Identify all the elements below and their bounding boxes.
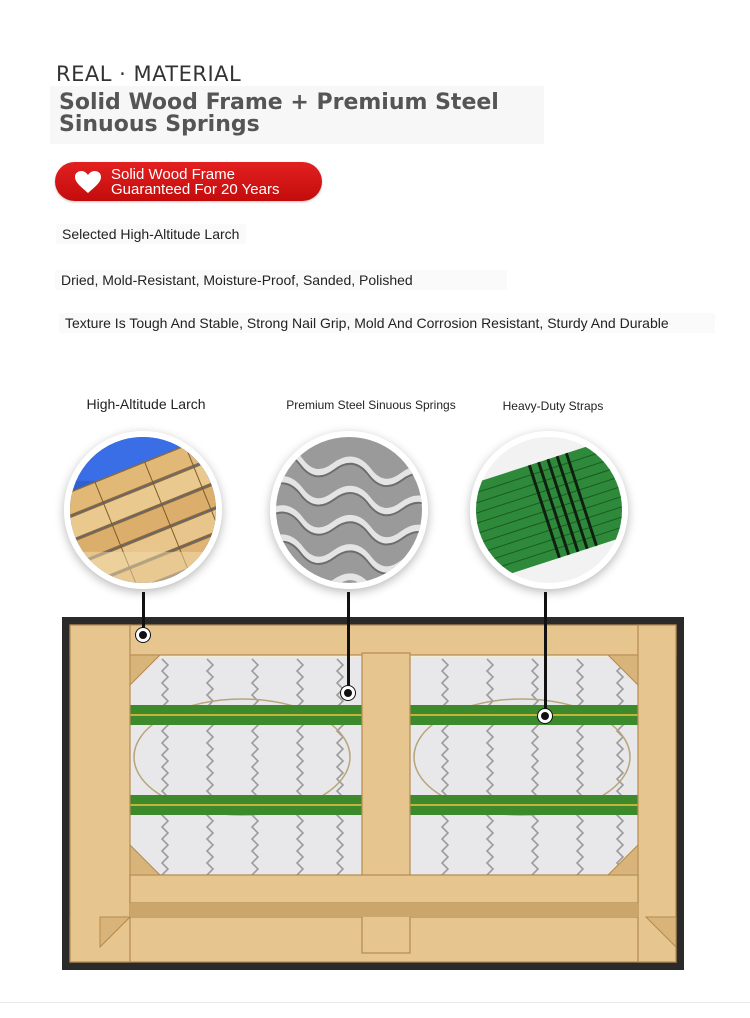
sofa-frame-image <box>62 617 684 970</box>
page-title <box>59 92 499 136</box>
eyebrow-title: REAL · MATERIAL <box>56 62 242 86</box>
heavy-duty-straps-image <box>470 431 628 589</box>
material-label-larch: High-Altitude Larch <box>86 396 206 412</box>
guarantee-badge <box>55 162 322 201</box>
straps-illustration <box>476 437 622 583</box>
guarantee-line-1: Solid Wood Frame <box>111 166 235 183</box>
heart-icon <box>74 170 102 194</box>
connector-line-straps <box>544 592 547 716</box>
bottom-divider <box>0 1002 750 1003</box>
pointer-dot-larch <box>136 628 150 642</box>
wood-planks-illustration <box>70 437 216 583</box>
springs-illustration <box>276 437 422 583</box>
larch-wood-image <box>64 431 222 589</box>
headline-line-2: Sinuous Springs <box>59 112 260 137</box>
steel-springs-image <box>270 431 428 589</box>
sofa-frame-illustration <box>62 617 684 970</box>
feature-treatment: Dried, Mold-Resistant, Moisture-Proof, Sanded, Polished <box>55 270 507 290</box>
guarantee-line-2: Guaranteed For 20 Years <box>111 181 280 198</box>
pointer-dot-straps <box>538 709 552 723</box>
material-label-straps: Heavy-Duty Straps <box>502 399 604 413</box>
pointer-dot-springs <box>341 686 355 700</box>
material-label-springs: Premium Steel Sinuous Springs <box>286 398 456 412</box>
connector-line-springs <box>347 592 350 692</box>
feature-larch: Selected High-Altitude Larch <box>56 224 246 244</box>
feature-properties: Texture Is Tough And Stable, Strong Nail Grip, Mold And Corrosion Resistant, Sturdy And Durable <box>59 313 715 333</box>
guarantee-text <box>111 167 279 197</box>
headline-line-1: Solid Wood Frame + Premium Steel <box>59 90 499 115</box>
